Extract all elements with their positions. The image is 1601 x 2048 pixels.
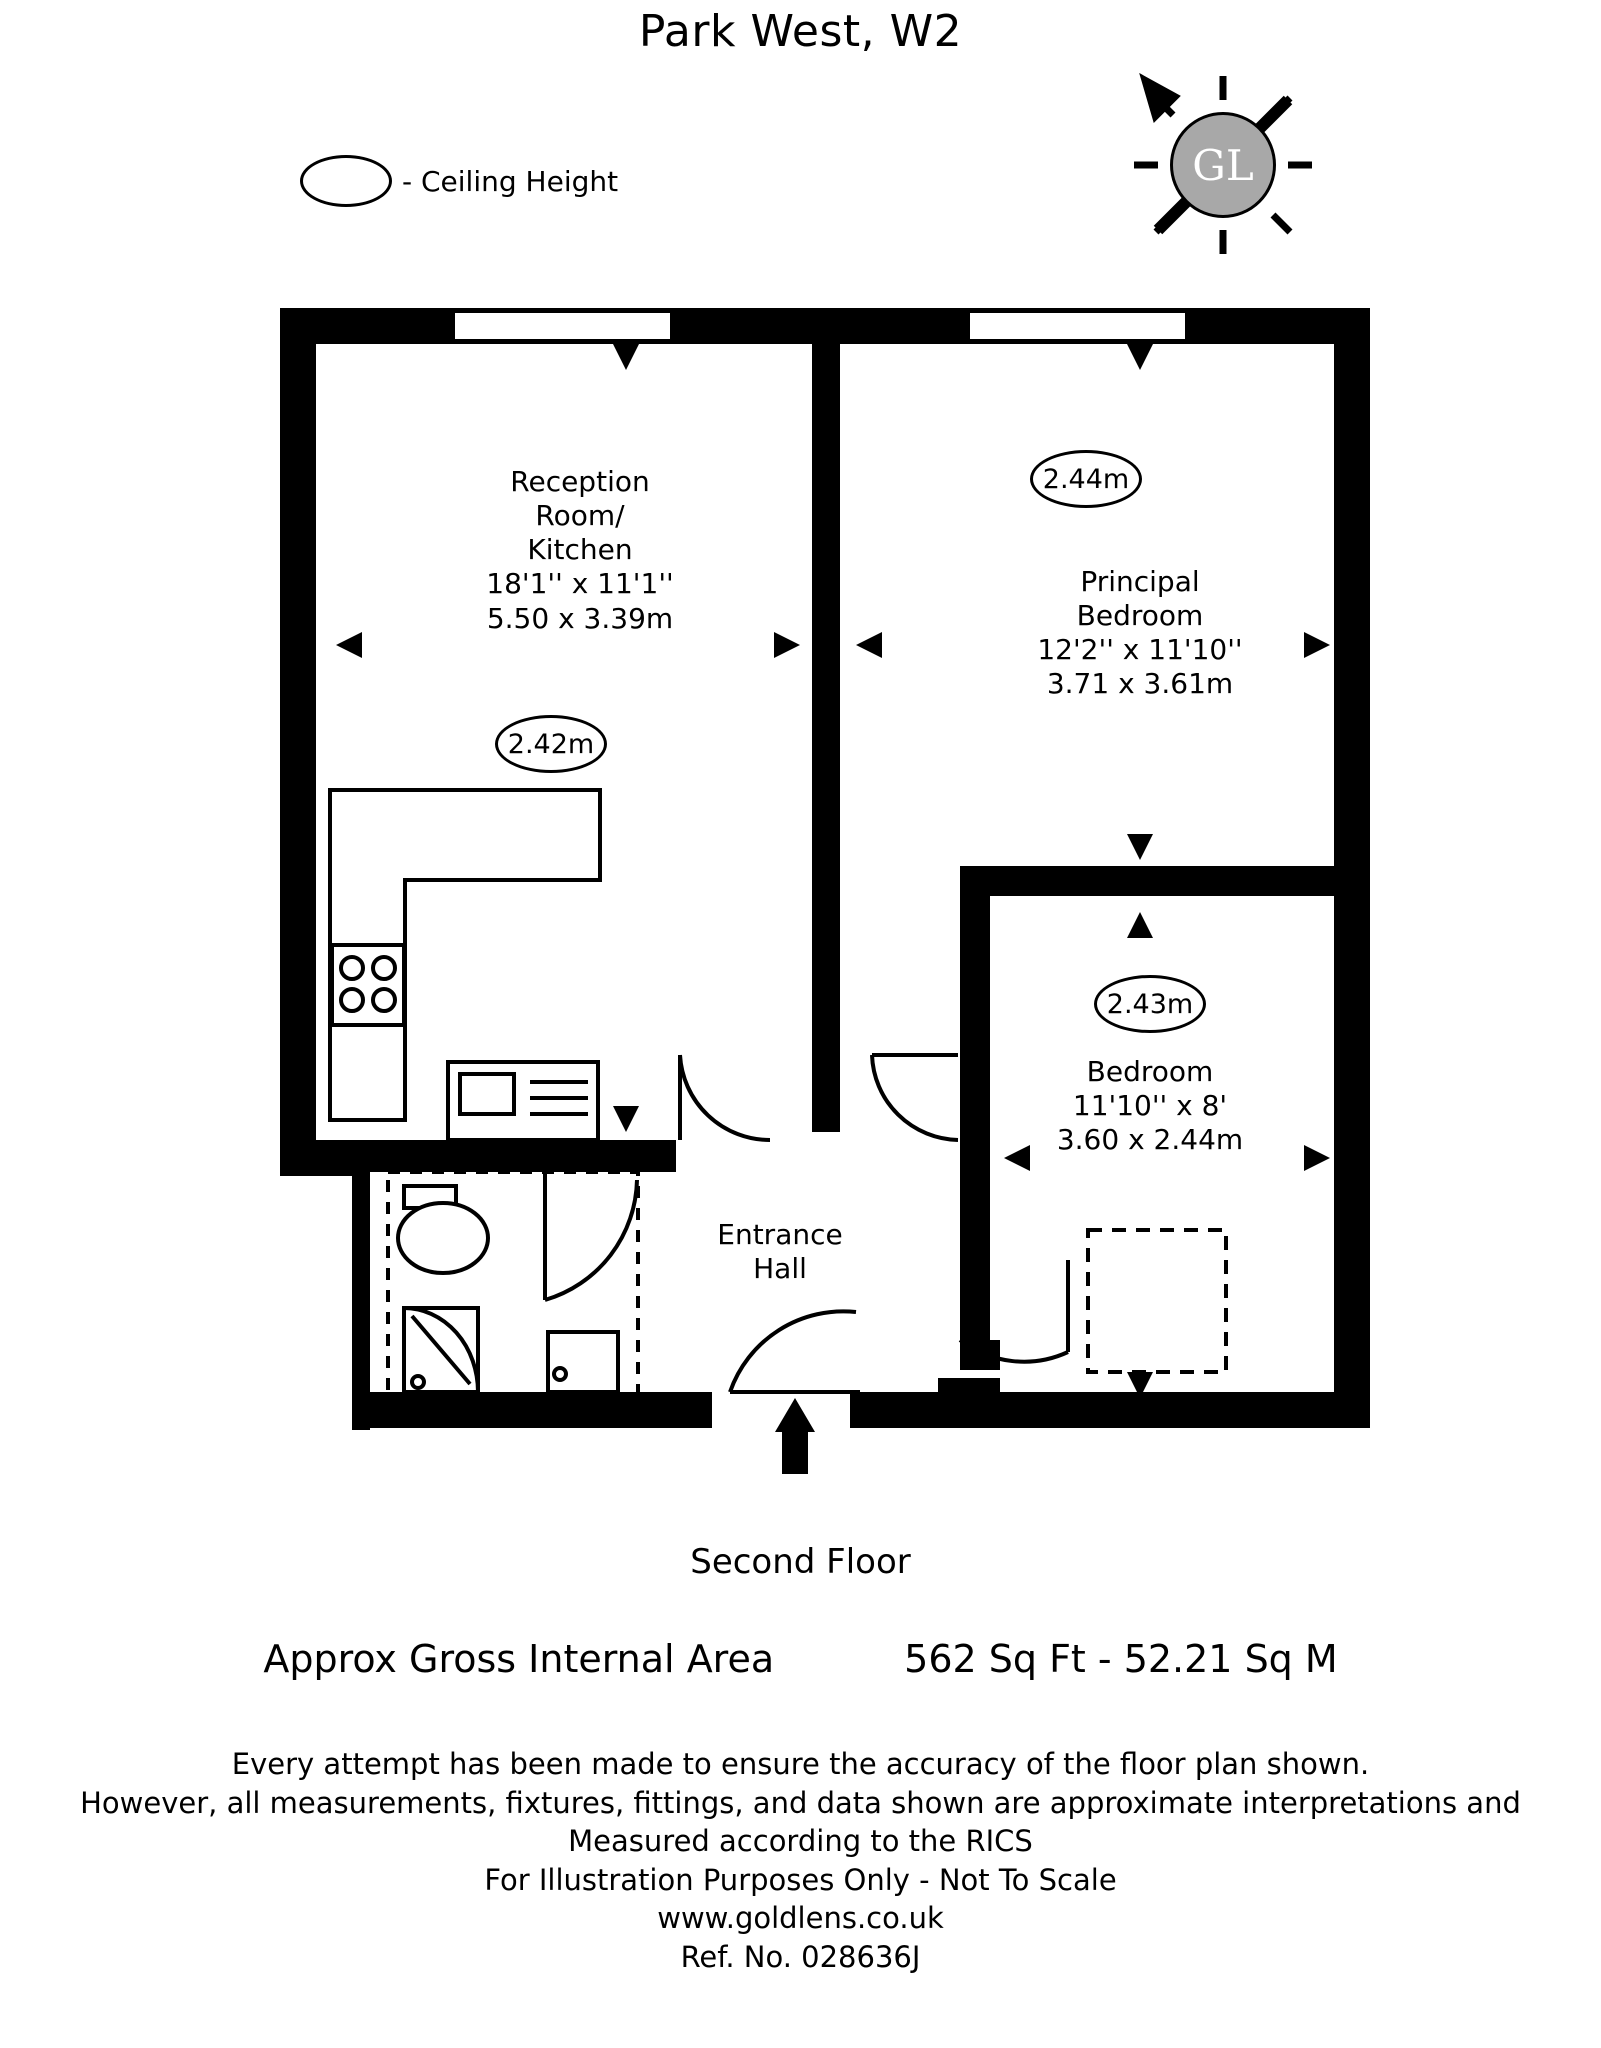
principal-dims-imperial: 12'2'' x 11'10'' bbox=[1037, 633, 1243, 667]
room-label-entrance-hall bbox=[650, 1218, 910, 1286]
bathroom-fixtures bbox=[398, 1186, 618, 1392]
ceiling-height-ellipse-icon bbox=[300, 155, 392, 207]
disclaimer-line-1: Every attempt has been made to ensure the accuracy of the floor plan shown. bbox=[231, 1747, 1370, 1781]
room-label-reception-room-kitchen bbox=[430, 465, 730, 636]
reception-line-1: Reception bbox=[510, 465, 650, 498]
disclaimer-line-3: Measured according to the RICS bbox=[568, 1824, 1033, 1859]
kitchen-units bbox=[330, 790, 600, 1140]
ceiling-height-bedroom: 2.43m bbox=[1094, 975, 1206, 1033]
page-title: Park West, W2 bbox=[638, 6, 963, 57]
reception-dims-metric: 5.50 x 3.39m bbox=[486, 601, 674, 635]
bedroom-dims-metric: 3.60 x 2.44m bbox=[1056, 1123, 1244, 1157]
area-label: Approx Gross Internal Area bbox=[263, 1637, 775, 1681]
room-label-bedroom bbox=[1000, 1055, 1300, 1157]
principal-line-2: Bedroom bbox=[1076, 599, 1204, 633]
ceiling-height-principal-bedroom: 2.44m bbox=[1030, 450, 1142, 508]
bedroom-line-1: Bedroom bbox=[1086, 1055, 1214, 1088]
area-value: 562 Sq Ft - 52.21 Sq M bbox=[904, 1637, 1338, 1681]
entrance-line-1: Entrance bbox=[717, 1218, 843, 1251]
disclaimer-line-4: For Illustration Purposes Only - Not To Scale bbox=[484, 1862, 1117, 1897]
area-summary bbox=[0, 1637, 1601, 1681]
wardrobe bbox=[1088, 1230, 1226, 1372]
room-label-principal-bedroom bbox=[940, 565, 1340, 702]
disclaimer bbox=[0, 1745, 1601, 1976]
bedroom-dims-imperial: 11'10'' x 8' bbox=[1072, 1089, 1228, 1123]
floor-label: Second Floor bbox=[690, 1542, 911, 1582]
bathroom-walls bbox=[388, 1172, 638, 1394]
goldlens-logo: GL bbox=[1170, 112, 1276, 218]
reference-number: Ref. No. 028636J bbox=[680, 1939, 921, 1974]
principal-line-1: Principal bbox=[1080, 565, 1200, 598]
entrance-line-2: Hall bbox=[753, 1252, 807, 1286]
reception-line-2: Room/ bbox=[535, 499, 625, 533]
legend-label: - Ceiling Height bbox=[402, 164, 619, 198]
disclaimer-line-2: However, all measurements, fixtures, fittings, and data shown are approximate interpretations and bbox=[80, 1785, 1521, 1820]
reception-line-3: Kitchen bbox=[527, 533, 633, 567]
reception-dims-imperial: 18'1'' x 11'1'' bbox=[486, 567, 674, 601]
website-url[interactable]: www.goldlens.co.uk bbox=[657, 1901, 944, 1936]
compass-rose bbox=[1128, 70, 1318, 260]
principal-dims-metric: 3.71 x 3.61m bbox=[1046, 667, 1234, 701]
ceiling-height-reception: 2.42m bbox=[495, 715, 607, 773]
legend bbox=[300, 155, 618, 207]
